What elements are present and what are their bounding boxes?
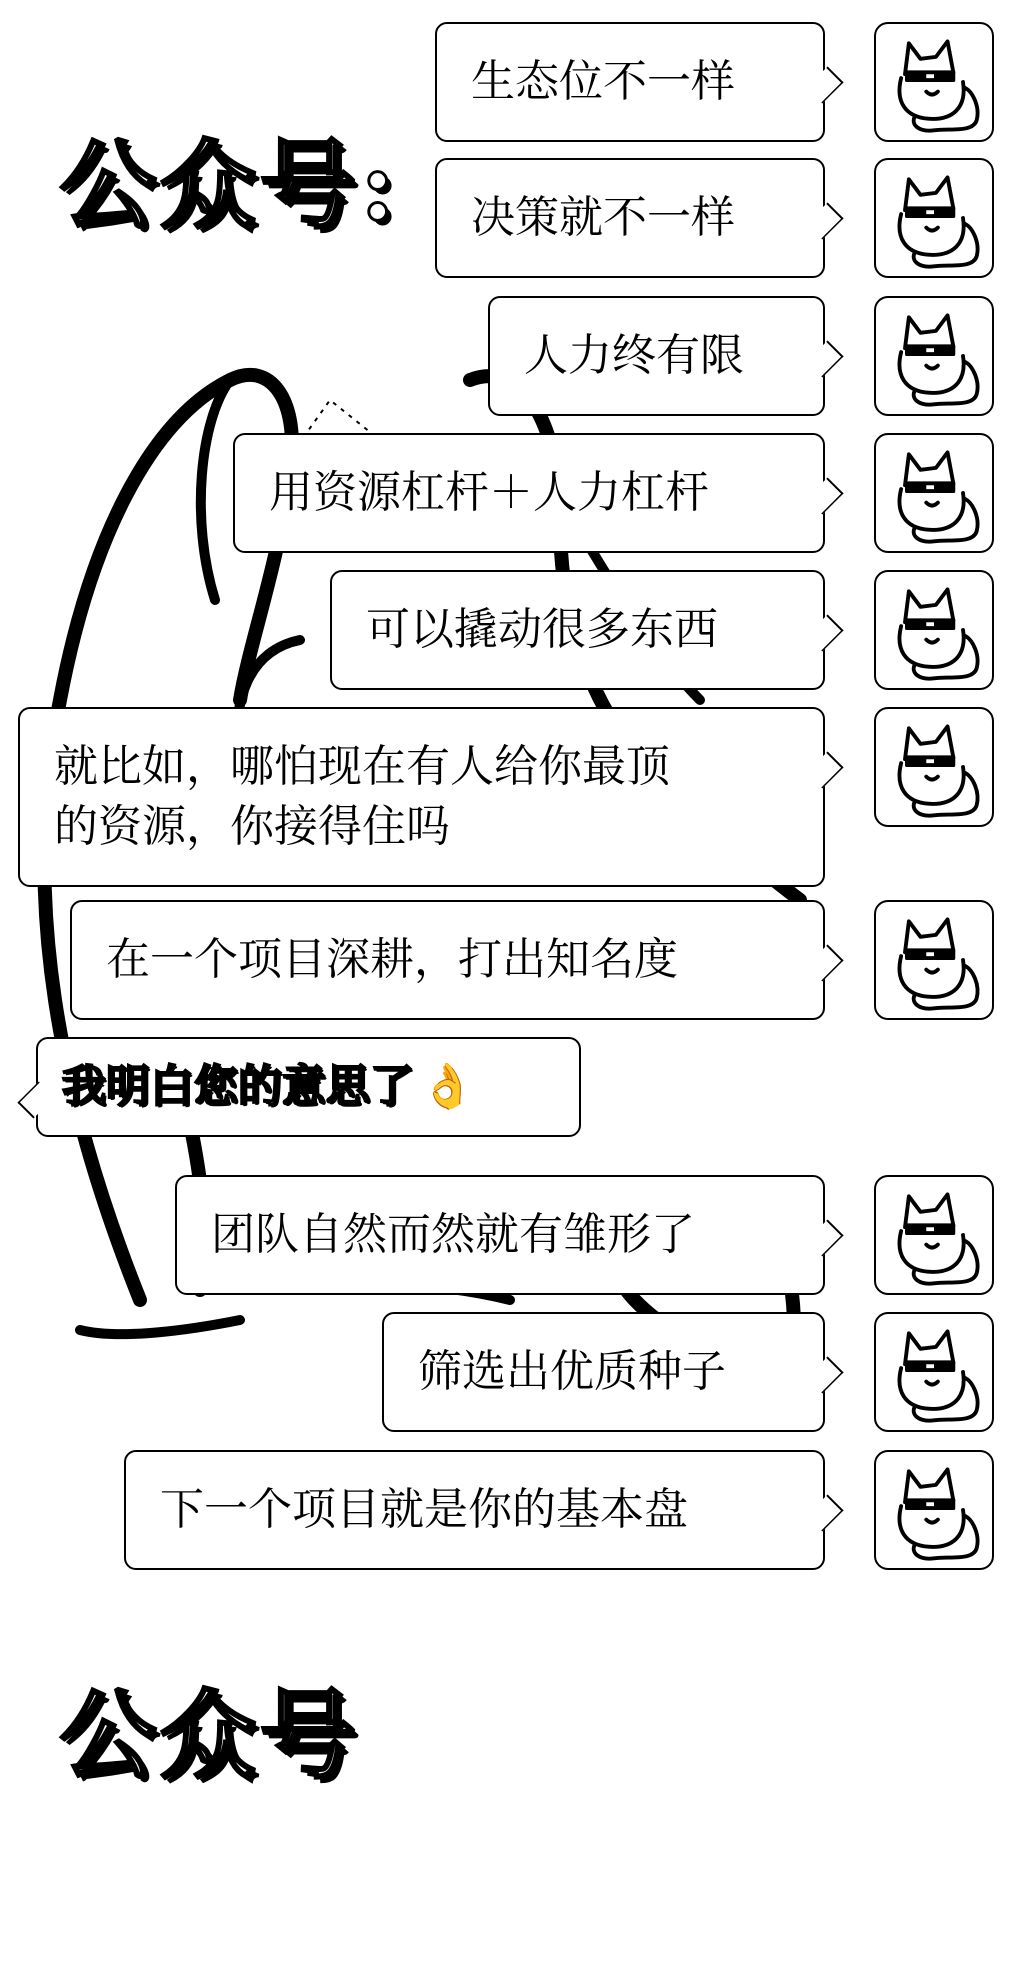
sunglasses-cat-icon[interactable] (874, 1450, 994, 1570)
chat-message-text: 筛选出优质种子 (418, 1346, 726, 1397)
sunglasses-cat-icon[interactable] (874, 158, 994, 278)
chat-message-text: 下一个项目就是你的基本盘 (160, 1484, 688, 1535)
sunglasses-cat-icon[interactable] (874, 433, 994, 553)
chat-bubble-me (488, 296, 825, 416)
chat-bubble-other (36, 1037, 581, 1137)
chat-bubble-me (382, 1312, 825, 1432)
chat-bubble-me (70, 900, 825, 1020)
watermark-text: 公众号: (60, 129, 400, 242)
chat-message-text: 就比如，哪怕现在有人给你最顶 的资源，你接得住吗 (54, 741, 670, 852)
chat-message-text: 我明白您的意思了 (62, 1061, 414, 1112)
watermark-text: 公众号 (60, 1679, 360, 1792)
ok-hand-icon: 👌 (420, 1061, 475, 1112)
chat-bubble-me (330, 570, 825, 690)
chat-bubble-me (435, 158, 825, 278)
sunglasses-cat-icon[interactable] (874, 900, 994, 1020)
chat-message-text: 决策就不一样 (471, 192, 735, 243)
chat-bubble-me (233, 433, 825, 553)
chat-message-text: 可以撬动很多东西 (366, 604, 718, 655)
chat-message-text: 人力终有限 (524, 330, 744, 381)
chat-message-text: 用资源杠杆＋人力杠杆 (269, 467, 709, 518)
sunglasses-cat-icon[interactable] (874, 22, 994, 142)
sunglasses-cat-icon[interactable] (874, 296, 994, 416)
chat-bubble-me (435, 22, 825, 142)
sunglasses-cat-icon[interactable] (874, 707, 994, 827)
chat-message-text: 生态位不一样 (471, 56, 735, 107)
sunglasses-cat-icon[interactable] (874, 1175, 994, 1295)
sunglasses-cat-icon[interactable] (874, 570, 994, 690)
chat-message-text: 在一个项目深耕，打出知名度 (106, 934, 678, 985)
chat-bubble-me (175, 1175, 825, 1295)
sunglasses-cat-icon[interactable] (874, 1312, 994, 1432)
chat-message-text: 团队自然而然就有雏形了 (211, 1209, 695, 1260)
chat-bubble-me (124, 1450, 825, 1570)
chat-bubble-me (18, 707, 825, 887)
